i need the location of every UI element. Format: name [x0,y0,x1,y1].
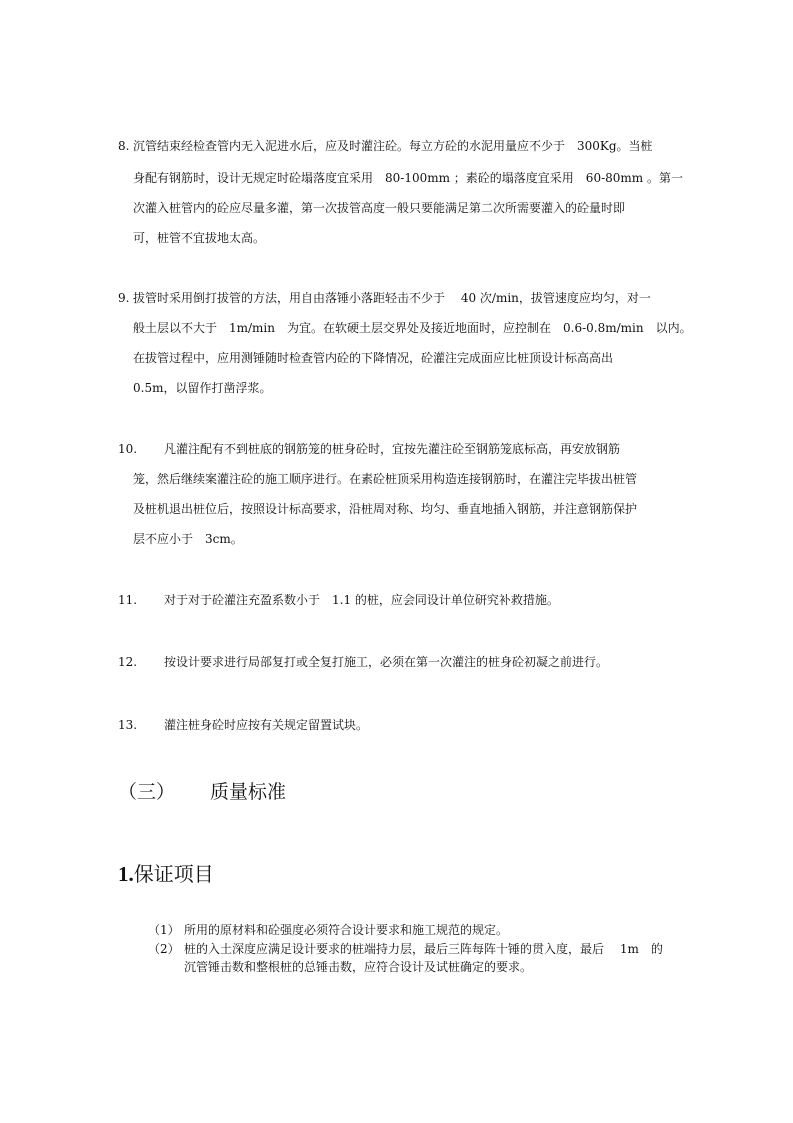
guarantee-item-1-number: （1） [148,923,180,937]
subsection-number: 1. [118,862,134,886]
guarantee-item-1-text: 所用的原材料和砼强度必须符合设计要求和施工规范的规定。 [184,923,509,937]
guarantee-item-2-line-1: 桩的入土深度应满足设计要求的桩端持力层，最后三阵每阵十锤的贯入度，最后 1m 的 [184,942,663,956]
guarantee-item-2-number: （2） [148,942,180,956]
item-10-line-4: 层不应小于 3cm。 [133,532,243,546]
item-12-number: 12. [118,655,138,669]
item-9-line-4: 0.5m，以留作打凿浮浆。 [133,381,272,395]
item-12-text: 按设计要求进行局部复打或全复打施工，必须在第一次灌注的桩身砼初凝之前进行。 [164,655,609,669]
subsection-title: 保证项目 [133,862,214,886]
item-13-text: 灌注桩身砼时应按有关规定留置试块。 [164,718,369,732]
item-9-line-2: 般土层以不大于 1m/min 为宜。在软硬土层交界处及接近地面时，应控制在 0.6-0.8m/min 以内。 [133,321,692,335]
item-9-line-1: 拔管时采用倒打拔管的方法，用自由落锤小落距轻击不少于 40 次/min，拔管速度应均匀，对一 [133,291,651,305]
item-10-number: 10. [118,442,138,456]
section-number: （三） [118,781,176,803]
item-10-line-1: 凡灌注配有不到桩底的钢筋笼的桩身砼时，宜按先灌注砼至钢筋笼底标高，再安放钢筋 [164,442,621,456]
item-8-line-3: 次灌入桩管内的砼应尽量多灌，第一次拔管高度一般只要能满足第二次所需要灌入的砼量时即 [133,201,626,215]
item-13-number: 13. [118,718,138,732]
item-9-line-3: 在拔管过程中，应用测锤随时检查管内砼的下降情况，砼灌注完成面应比桩顶设计标高高出 [133,351,614,365]
item-9-number: 9. [118,291,130,305]
item-8-line-1: 沉管结束经检查管内无入泥进水后，应及时灌注砼。每立方砼的水泥用量应不少于 300Kg。当桩 [133,139,653,153]
item-8-number: 8. [118,139,130,153]
subsection-heading [118,861,214,887]
item-8-line-4: 可，桩管不宜拔地太高。 [133,231,266,245]
guarantee-item-2-line-2: 沉管锤击数和整根桩的总锤击数，应符合设计及试桩确定的要求。 [184,960,533,974]
item-10-line-2: 笼，然后继续案灌注砼的施工顺序进行。在素砼桩顶采用构造连接钢筋时，在灌注完毕拔出桩管 [133,472,638,486]
item-10-line-3: 及桩机退出桩位后，按照设计标高要求，沿桩周对称、均匀、垂直地插入钢筋，并注意钢筋保护 [133,502,638,516]
item-8-line-2: 身配有钢筋时，设计无规定时砼塌落度宜采用 80-100mm ；素砼的塌落度宜采用 60-80mm 。第一 [133,171,683,185]
section-title: 质量标准 [210,781,287,803]
item-11-number: 11. [118,593,138,607]
item-11-text: 对于对于砼灌注充盈系数小于 1.1 的桩，应会同设计单位研究补救措施。 [164,593,559,607]
